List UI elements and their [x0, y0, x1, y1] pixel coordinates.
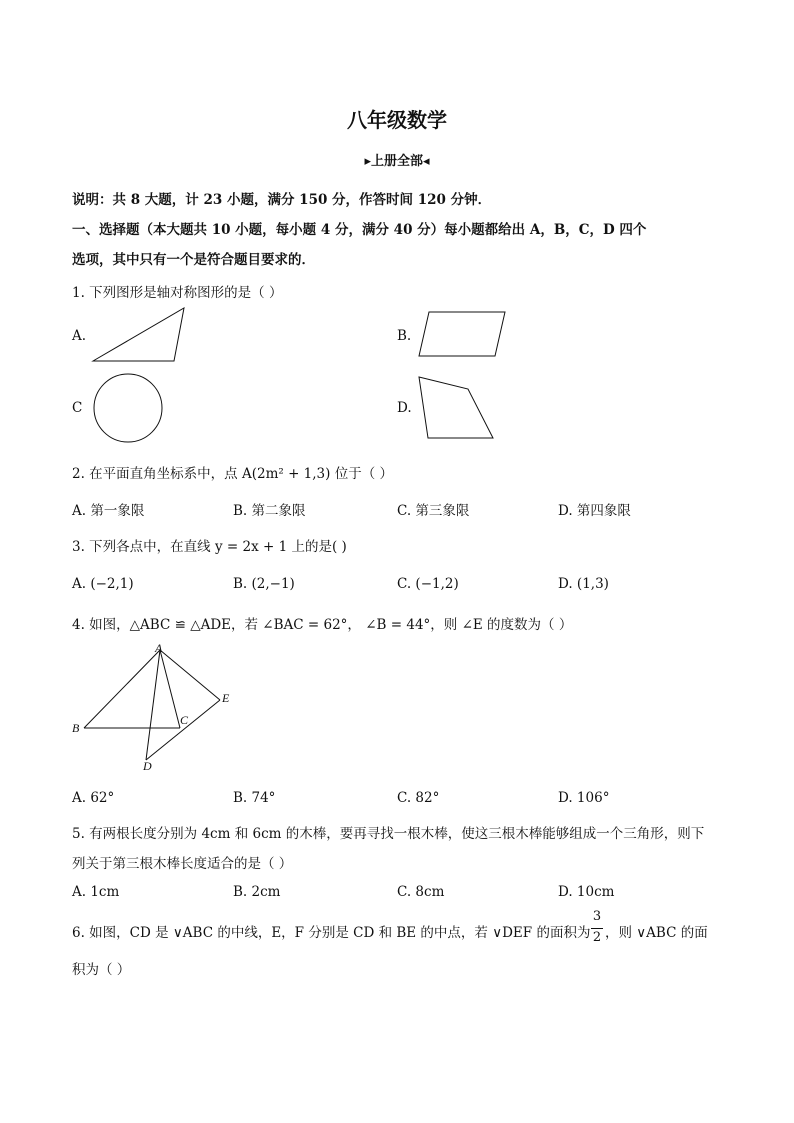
q4-label-c: C [180, 713, 189, 727]
page-title: 八年级数学 [347, 108, 447, 132]
q3-option-d: D. (1,3) [558, 576, 609, 592]
q6-fraction-denominator: 2 [592, 930, 602, 945]
q1-quadrilateral-figure [416, 374, 498, 442]
q1-triangle-figure [90, 305, 190, 365]
q4-label-b: B [72, 721, 80, 735]
q1-circle-figure [90, 372, 166, 444]
question-5-line2: 列关于第三根木棒长度适合的是（ ） [72, 856, 293, 872]
q6-fraction-bar [591, 928, 603, 929]
q4-option-d: D. 106° [558, 790, 610, 806]
q5-option-a: A. 1cm [72, 884, 120, 900]
q6-fraction-numerator: 3 [592, 909, 602, 924]
q2-option-b: B. 第二象限 [233, 503, 306, 519]
q1-option-c: C [72, 400, 83, 416]
exam-instructions: 说明：共 8 大题，计 23 小题，满分 150 分，作答时间 120 分钟． [72, 192, 492, 208]
question-4-stem: 4. 如图，△ABC ≌ △ADE，若 ∠BAC = 62°， ∠B = 44°，则 ∠E 的度数为（ ） [72, 617, 573, 633]
q2-option-d: D. 第四象限 [558, 503, 631, 519]
q3-option-c: C. (−1,2) [397, 576, 459, 592]
q4-option-b: B. 74° [233, 790, 276, 806]
q4-label-d: D [143, 759, 152, 773]
q1-option-b: B. [397, 328, 412, 344]
question-1-stem: 1. 下列图形是轴对称图形的是（ ） [72, 285, 283, 301]
q1-option-d: D. [397, 400, 412, 416]
section-heading-line1: 一、选择题（本大题共 10 小题，每小题 4 分，满分 40 分）每小题都给出 A，B，C，D 四个 [72, 222, 647, 238]
q4-label-a: A [155, 641, 163, 655]
q4-congruent-triangles-figure [70, 640, 250, 780]
q1-option-a: A. [72, 328, 87, 344]
q5-option-b: B. 2cm [233, 884, 281, 900]
q2-option-a: A. 第一象限 [72, 503, 145, 519]
question-6-line1-start: 6. 如图，CD 是 ∨ABC 的中线，E，F 分别是 CD 和 BE 的中点，若 ∨DEF 的面积为 [72, 925, 591, 941]
q3-option-a: A. (−2,1) [72, 576, 134, 592]
q2-option-c: C. 第三象限 [397, 503, 470, 519]
q4-option-a: A. 62° [72, 790, 115, 806]
question-3-stem: 3. 下列各点中，在直线 y = 2x + 1 上的是( ) [72, 539, 347, 555]
q4-option-c: C. 82° [397, 790, 440, 806]
question-6-line2: 积为（ ） [72, 962, 131, 978]
q5-option-c: C. 8cm [397, 884, 445, 900]
section-heading-line2: 选项，其中只有一个是符合题目要求的． [72, 252, 315, 268]
question-6-line1-end: ，则 ∨ABC 的面 [605, 925, 708, 941]
page-subtitle: ▸上册全部◂ [364, 154, 430, 169]
question-2-stem: 2. 在平面直角坐标系中，点 A(2m² + 1,3) 位于（ ） [72, 466, 393, 482]
q4-label-e: E [222, 691, 230, 705]
q1-parallelogram-figure [417, 310, 509, 358]
question-5-line1: 5. 有两根长度分别为 4cm 和 6cm 的木棒，要再寻找一根木棒，使这三根木棒能够组成一个三角形，则下 [72, 826, 705, 842]
q5-option-d: D. 10cm [558, 884, 615, 900]
q3-option-b: B. (2,−1) [233, 576, 295, 592]
